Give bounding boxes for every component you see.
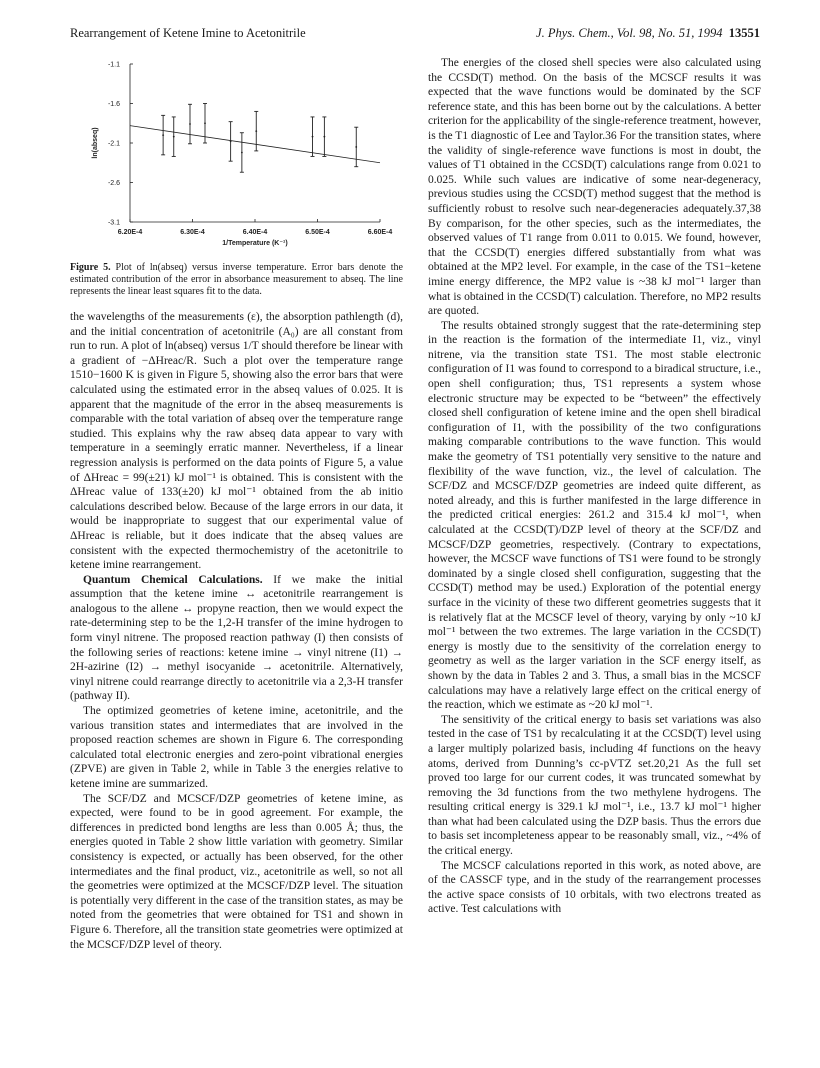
paragraph: The sensitivity of the critical energy to basis set variations was also tested in the case of TS1 by recalculating it at the CCSD(T) level using a larger multiply polarized basis, including 4f functions on the heavy atoms, derived from Dunning’s cc-pVTZ set.20,21 As the full set proved too large for our current codes, it was truncated somewhat by removing the 3d functions from the two methylene hydrogens. The resulting critical energy is 329.1 kJ mol⁻¹, i.e., 13.7 kJ mol⁻¹ higher than what had been calculated using the DZP basis. Thus the errors due to basis set incompleteness appear to be reasonably small, viz., ~4% of the critical energy. — [428, 713, 761, 858]
paragraph: the wavelengths of the measurements (ε), the absorption pathlength (d), and the initial concentration of acetonitrile (A₀) are all constant from run to run. A plot of ln(abseq) versus 1/T should therefore be linear with a gradient of −ΔHreac/R. Such a plot over the temperature range 1510−1600 K is given in Figure 5, showing also the error bars that were calculated using the estimated error in the abseq values of 0.025. It is apparent that the magnitude of the error in the abseq measurements is comparable with the total variation of abseq over the temperature range studied. This explains why the raw abseq data appear to vary with temperature in a seemingly erratic manner. Nevertheless, if a linear regression analysis is performed on the data points of Figure 5, a value of ΔHreac = 99(±21) kJ mol⁻¹ is obtained. This is consistent with the ΔHreac value of 133(±20) kJ mol⁻¹ obtained from the ab initio calculations described below. Because of the large errors in our data, it would be inappropriate to suggest that our experimental value of ΔHreac is reliable, but it does indicate that the abseq values are consistent with the expected thermochemistry of the acetonitrile to ketene imine rearrangement. — [70, 311, 403, 572]
quantum-paragraph — [70, 573, 403, 704]
x-tick-label: 6.50E-4 — [305, 229, 330, 236]
data-point — [355, 146, 357, 148]
paragraph: The SCF/DZ and MCSCF/DZP geometries of ketene imine, as expected, were found to be in good agreement. For example, the differences in predicted bond lengths are less than 0.005 Å; thus, the energies quoted in Table 2 show little variation with geometry. Similar consistency is expected, or actually has been observed, for the other intermediates and the final product, viz., acetonitrile as well, so not all the geometries were optimized at the MCSCF/DZP level. The situation is potentially very different in the case of the transition states, as may be noted from the geometries that were obtained for TS1 and shown in Figure 6. Therefore, all the transition state geometries were optimized at the MCSCF/DZP level of theory. — [70, 792, 403, 951]
y-tick-label: -1.6 — [107, 101, 120, 108]
data-point — [312, 136, 314, 138]
caption-label: Figure 5. — [70, 262, 111, 273]
y-tick-label: -2.1 — [107, 140, 120, 148]
running-title: Rearrangement of Ketene Imine to Acetonitrile — [70, 26, 306, 40]
paragraph-text: If we make the initial assumption that the ketene imine ↔ acetonitrile rearrangement is analogous to the allene ↔ propyne reaction, then we would expect the rate-determining step to be the 1,2-H transfer of the imine hydrogen to form vinyl nitrene. The proposed reaction pathway (I) then consists of the following series of reactions: ketene imine → vinyl nitrene (I1) → 2H-azirine (I2) → methyl isocyanide → acetonitrile. Alternatively, vinyl nitrene could rearrange directly to acetonitrile via a 2,3-H transfer (pathway II). — [70, 573, 404, 703]
right-column — [428, 56, 761, 917]
data-point — [189, 123, 191, 125]
caption-text: Plot of ln(abseq) versus inverse temperature. Error bars denote the estimated contribution of the error in absorbance measurement to abseq. The line represents the linear least squares fit to the data. — [70, 262, 403, 297]
y-axis-label: ln(abseq) — [92, 127, 99, 159]
fit-line — [130, 126, 380, 163]
journal-citation — [536, 26, 760, 41]
section-heading: Quantum Chemical Calculations. — [83, 573, 263, 586]
paragraph: The energies of the closed shell species were also calculated using the CCSD(T) method. On the basis of the MCSCF results it was expected that the wave functions would be dominated by the SCF reference state, and this has been borne out by the calculations. A better criterion for the applicability of the single-reference treatment, however, is the T1 diagnostic of Lee and Taylor.36 For the transition states, where the validity of single-reference wave functions is most in doubt, the values of T1 obtained in the CCSD(T) calculations range from 0.021 to 0.025. While such values are indicative of some near-degeneracy, previous studies using the CCSD(T) method suggest that the method is sufficiently robust to resolve such near-degeneracies adequately.37,38 By comparison, for the other species, such as the intermediates, the observed values of T1 range from 0.011 to 0.015. We found, however, that the CCSD(T) energies differed substantially from what was obtained at the MP2 level. For example, in the case of the TS1−ketene imine energy difference, the MP2 value is ~38 kJ mol⁻¹ larger than what is obtained in the CCSD(T) calculation. Therefore, no MP2 results are quoted. — [428, 57, 761, 318]
x-axis-label: 1/Temperature (K⁻¹) — [222, 240, 288, 247]
figure-5-caption — [70, 262, 403, 298]
data-point — [173, 136, 175, 138]
page-number: 13551 — [728, 26, 760, 40]
paragraph: The results obtained strongly suggest that the rate-determining step in the reaction is the formation of the intermediate I1, viz., vinyl nitrene, via the transition state TS1. The most stable electronic configuration of I1 was found to correspond to a biradical structure, i.e., open shell configuration; thus, TS1 represents a system whose electronic structure may be expected to be “between” the effectively closed shell configuration of ketene imine and the open shell biradical configuration of I1, with the possibility of the two configurations making comparable contributions to the wave function. This would make the geometry of TS1 potentially very sensitive to the nature and flexibility of the wave function, viz., the level of calculation. The SCF/DZ and MCSCF/DZP geometries are indeed quite different, as noted already, and this is further manifested in the large difference in the predicted critical energies: 261.2 and 315.4 kJ mol⁻¹, when calculated at the CCSD(T)/DZP level of theory at the SCF/DZ and MCSCF/DZP geometries, respectively. (Contrary to expectations, however, the MCSCF wave functions of TS1 were found to be strongly dominated by a single closed shell configuration, suggesting that the CCSD(T) method may be used.) Exploration of the potential energy surface in the vicinity of these two different geometries suggests that it is relatively flat at the MCSCF level of theory, varying by only ~10 kJ mol⁻¹ between the two extremes. The large variation in the CCSD(T) energy is mostly due to the sensitivity of the correlation energy to geometry as well as the larger variation in the SCF energy itself, as shown by the data in Tables 2 and 3. Thus, a small bias in the MCSCF calculations may have a relatively large effect on the critical energy of the reaction, which we estimate as ~20 kJ mol⁻¹. — [428, 319, 761, 712]
paragraph: The MCSCF calculations reported in this work, as noted above, are of the CASSCF type, and in the study of the rearrangement processes the active space consists of 10 orbitals, with two electrons treated as active. Test calculations with — [428, 859, 761, 916]
data-point — [255, 130, 257, 132]
figure-5-chart — [70, 56, 403, 256]
y-tick-label: -2.6 — [107, 180, 120, 187]
x-tick-label: 6.40E-4 — [242, 229, 268, 236]
y-tick-label: -1.1 — [107, 61, 120, 69]
x-tick-label: 6.60E-4 — [367, 229, 393, 236]
data-point — [204, 122, 206, 124]
y-tick-label: -3.1 — [107, 219, 120, 227]
paragraph: The optimized geometries of ketene imine, acetonitrile, and the various transition states and intermediates that are involved in the proposed reaction schemes are shown in Figure 6. The corresponding calculated total electronic energies and zero-point vibrational energies (ZPVE) are given in Table 2, while in Table 3 the energies relative to ketene imine are summarized. — [70, 705, 403, 790]
figure-5 — [70, 56, 403, 256]
data-point — [230, 141, 232, 143]
data-point — [241, 152, 243, 154]
x-tick-label: 6.30E-4 — [180, 229, 205, 236]
left-column — [70, 56, 403, 952]
x-tick-label: 6.20E-4 — [117, 229, 143, 236]
data-point — [323, 136, 325, 138]
data-point — [162, 134, 164, 136]
page-header — [70, 26, 760, 44]
journal-name: J. Phys. Chem., Vol. 98, No. 51, 1994 — [536, 26, 723, 40]
